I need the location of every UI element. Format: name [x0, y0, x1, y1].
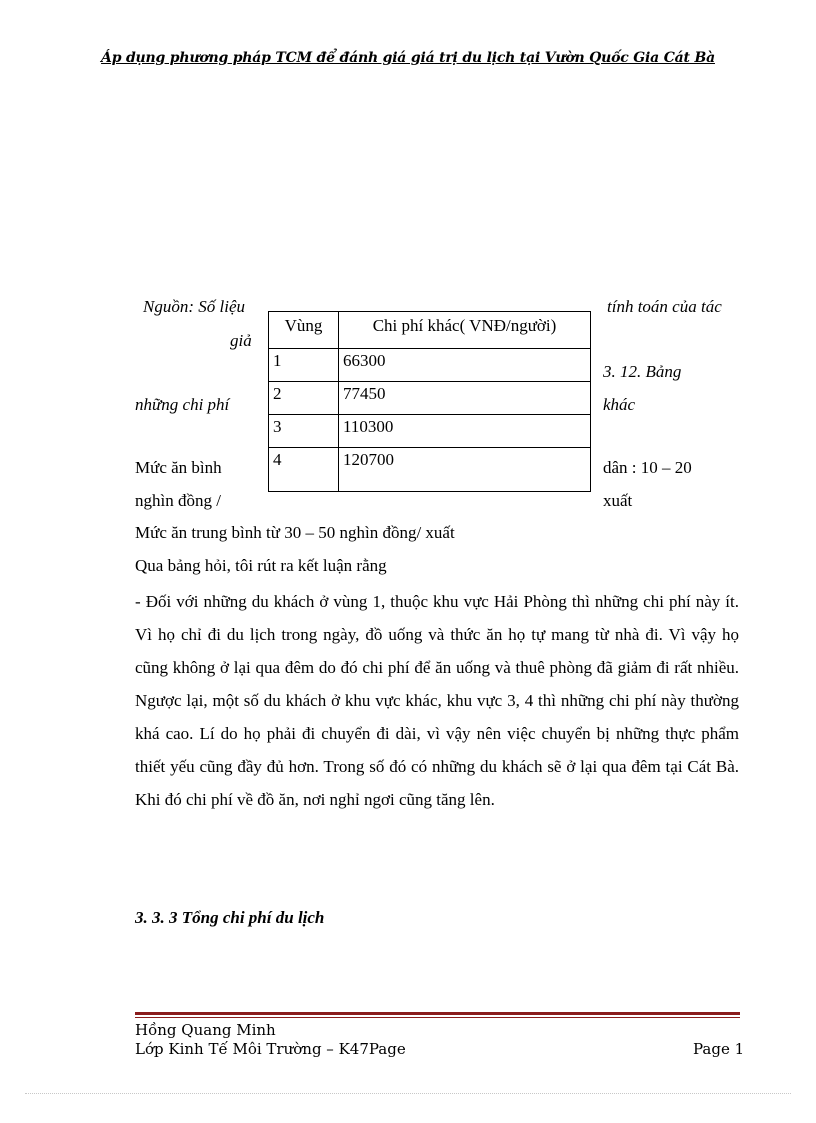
region-cell: 2: [269, 382, 339, 415]
meal-average-line: Mức ăn trung bình từ 30 – 50 nghìn đồng/ xuất: [135, 523, 455, 542]
cost-cell: 66300: [339, 349, 591, 382]
source-note-left: Nguồn: Số liệu: [143, 297, 245, 316]
meal-text-right-cont: xuất: [603, 491, 633, 510]
footer-author: Hồng Quang Minh: [135, 1021, 276, 1039]
analysis-paragraph: - Đối với những du khách ở vùng 1, thuộc khu vực Hải Phòng thì những chi phí này ít. Vì họ chỉ đi du lịch trong ngày, đồ uống và thức ăn họ tự mang từ nhà đi. Vì vậy họ cũng không ở lại qua đêm do đó chi phí để ăn uống và thuê phòng đã giảm đi rất nhiều. Ngược lại, một số du khách ở khu vực khác, khu vực 3, 4 thì những chi phí này thường khá cao. Lí do họ phải đi chuyển đi dài, vì vậy nên việc chuyển bị những thực phẩm thiết yếu cũng đầy đủ hơn. Trong số đó có những du khách sẽ ở lại qua đêm tại Cát Bà. Khi đó chi phí về đồ ăn, nơi nghỉ ngơi cũng tăng lên.: [135, 592, 739, 809]
footer-class: Lớp Kinh Tế Môi Trường – K47Page: [135, 1040, 406, 1058]
survey-intro-line: Qua bảng hỏi, tôi rút ra kết luận rằng: [135, 556, 387, 575]
table-header-row: [269, 312, 591, 349]
source-note-right: tính toán của tác: [607, 297, 722, 316]
footer-rule-thin: [135, 1017, 740, 1018]
section-heading: 3. 3. 3 Tổng chi phí du lịch: [135, 908, 325, 927]
cost-cell: 110300: [339, 415, 591, 448]
table-row: [269, 349, 591, 382]
table-caption-right-cont: khác: [603, 395, 636, 414]
table-row: [269, 448, 591, 492]
table-caption-left: những chi phí: [135, 395, 230, 414]
cost-cell: 77450: [339, 382, 591, 415]
footer-rule-thick: [135, 1012, 740, 1015]
region-cell: 1: [269, 349, 339, 382]
running-header: Áp dụng phương pháp TCM để đánh giá giá trị du lịch tại Vườn Quốc Gia Cát Bà: [101, 50, 715, 66]
meal-text-left-cont: nghìn đồng /: [135, 491, 221, 510]
table-row: [269, 382, 591, 415]
meal-text-left: Mức ăn bình: [135, 458, 222, 477]
page-number: Page 1: [693, 1040, 745, 1058]
meal-text-right: dân : 10 – 20: [603, 458, 692, 477]
header-cell-region: Vùng: [269, 312, 339, 349]
other-costs-table: [268, 311, 591, 492]
region-cell: 4: [269, 448, 339, 492]
table-caption-right: 3. 12. Bảng: [603, 362, 682, 381]
table-row: [269, 415, 591, 448]
source-note-left-cont: giả: [230, 331, 252, 350]
header-cell-cost: Chi phí khác( VNĐ/người): [339, 312, 591, 349]
page-edge-divider: [25, 1093, 791, 1094]
cost-cell: 120700: [339, 448, 591, 492]
region-cell: 3: [269, 415, 339, 448]
